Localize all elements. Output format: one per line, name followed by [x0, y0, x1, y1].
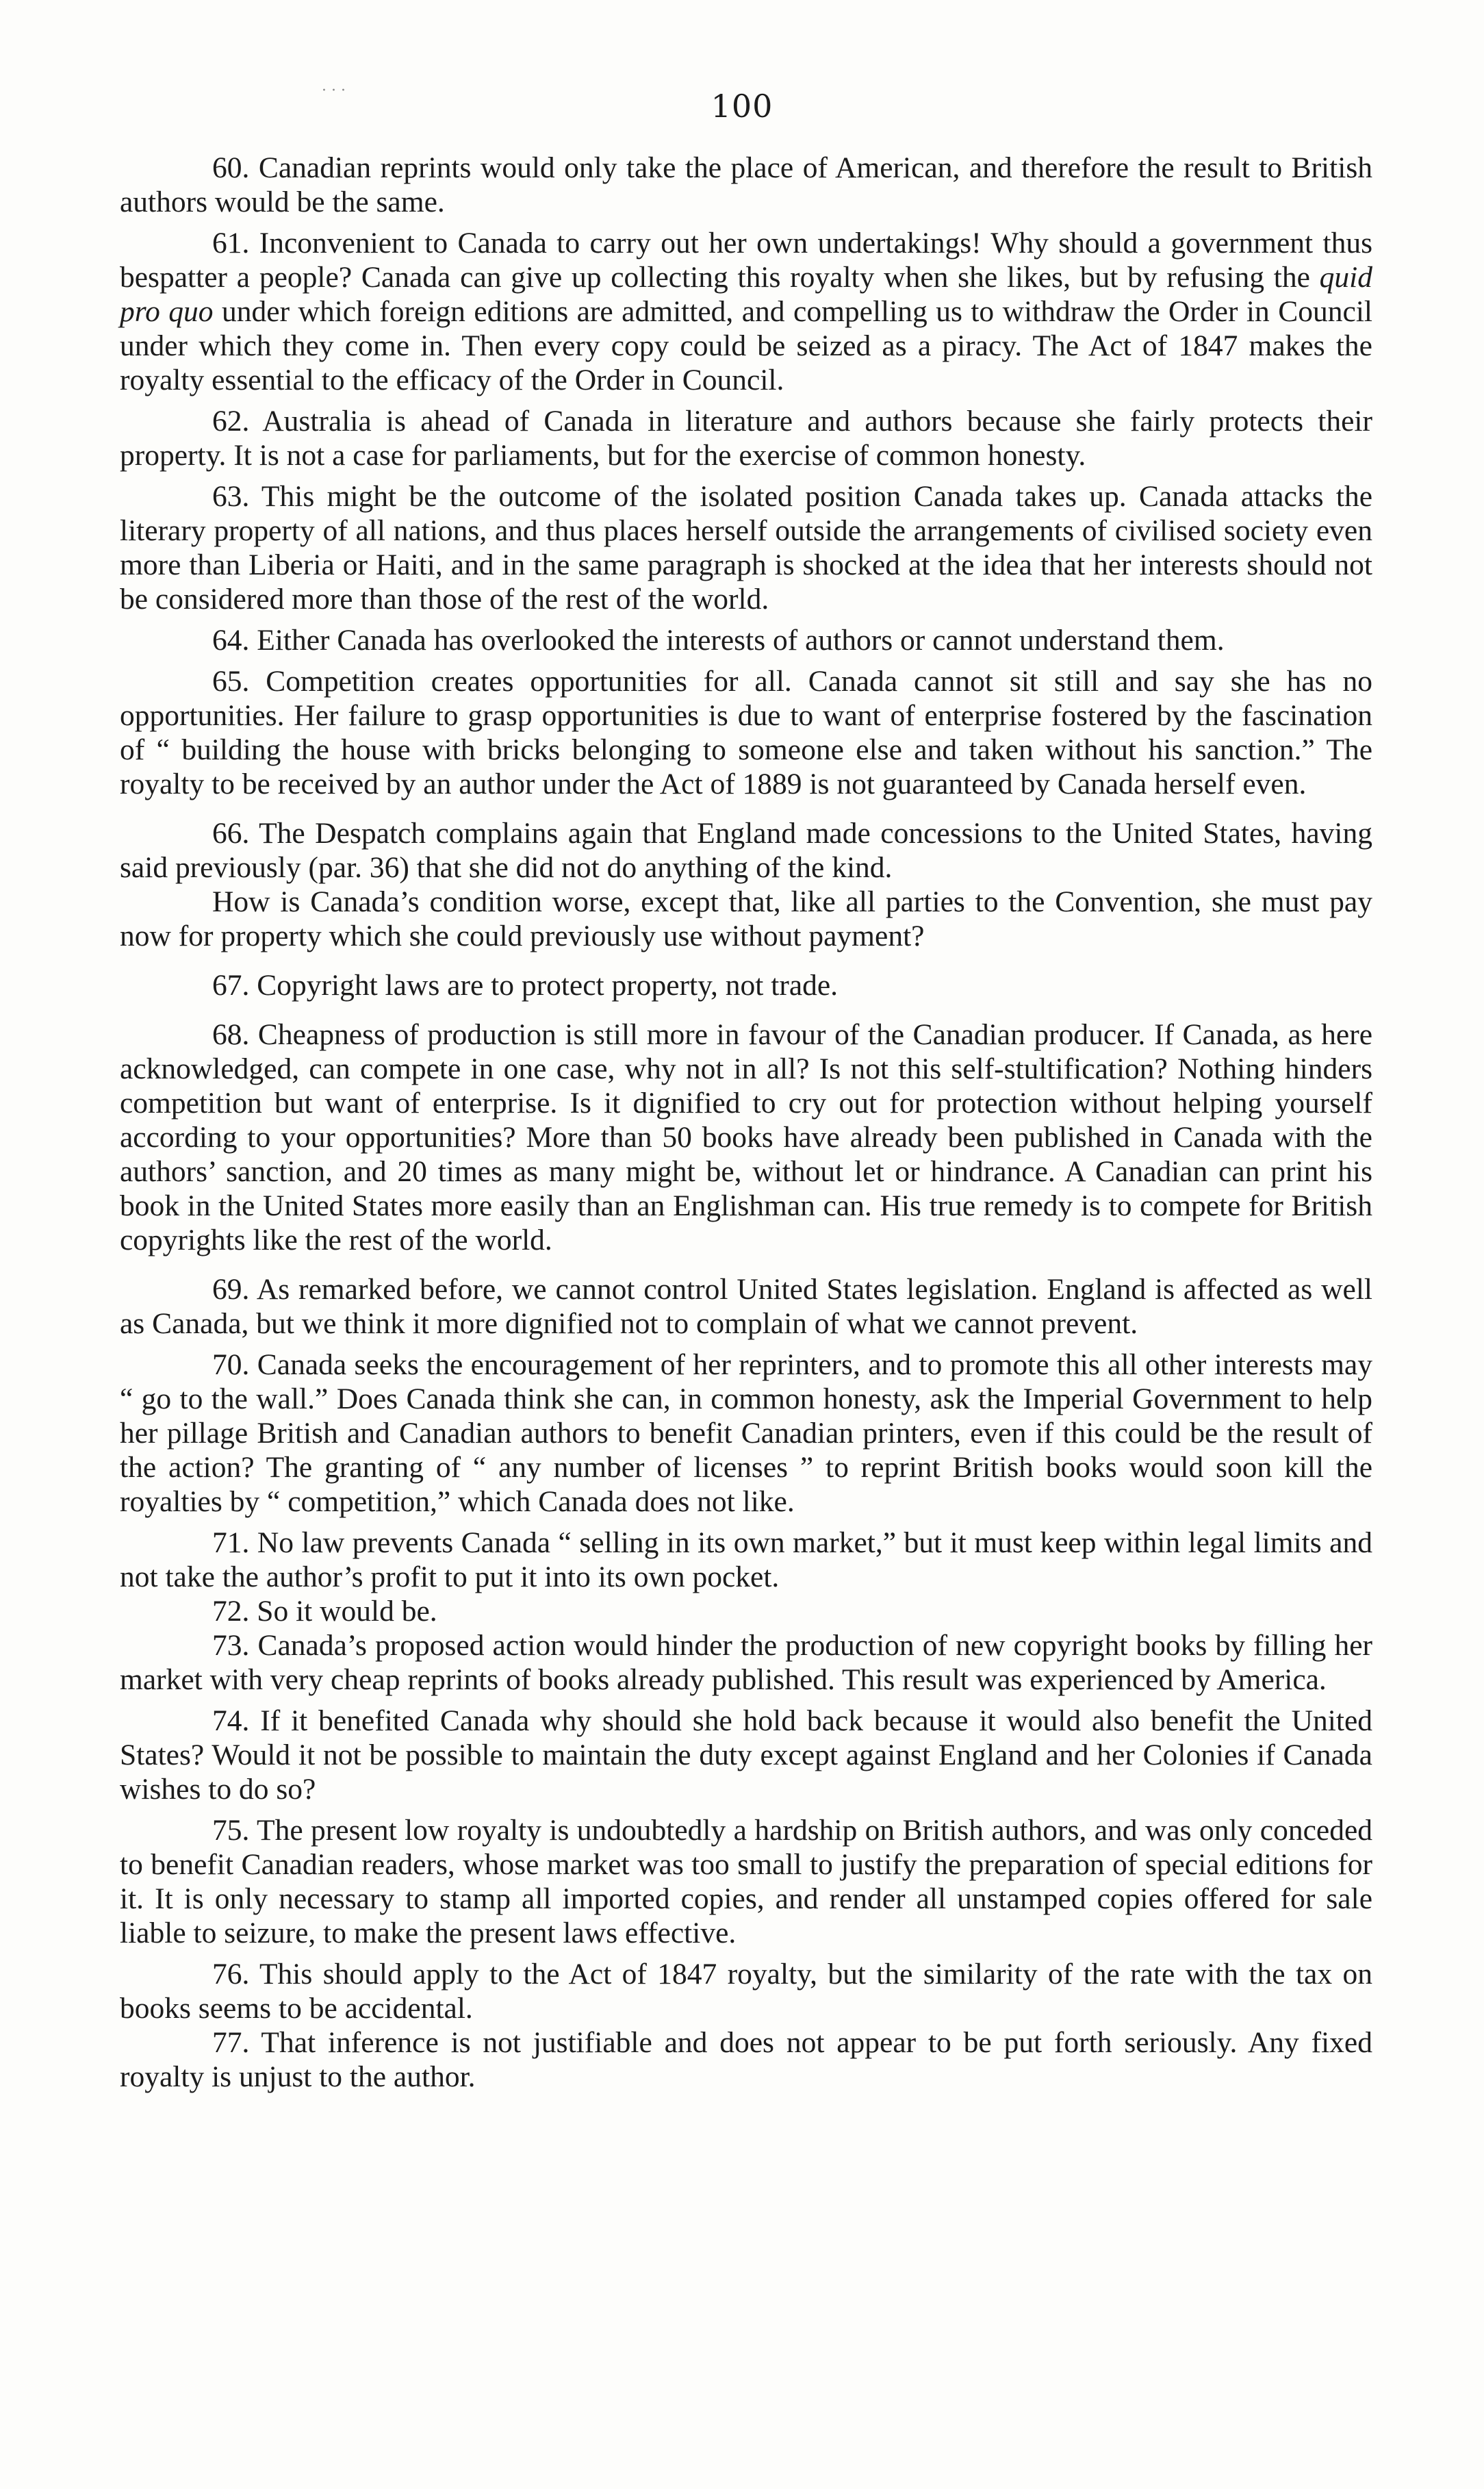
paragraph-76: 76. This should apply to the Act of 1847 royalty, but the similarity of the rate with the tax on books seems to be accidental.	[120, 1958, 1372, 2025]
paragraph-61-part-a: 61. Inconvenient to Canada to carry out her own undertakings! Why should a government thus bespatter a people? Canada can give up collecting this royalty when she likes, but by refusing the	[120, 227, 1372, 294]
latin-phrase: quid pro quo	[120, 261, 1372, 328]
body-text	[120, 151, 1372, 2094]
paragraph-73: 73. Canada’s proposed action would hinder the production of new copyright books by filling her market with very cheap reprints of books already published. This result was experienced by America.	[120, 1629, 1372, 1696]
paragraph-61-part-b: under which foreign editions are admitted, and compelling us to withdraw the Order in Council under which they come in. Then every copy could be seized as a piracy. The Act of 1847 makes the royalty essential to the efficacy of the Order in Council.	[120, 295, 1372, 396]
paragraph-66-continued: How is Canada’s condition worse, except that, like all parties to the Convention, she must pay now for property which she could previously use without payment?	[120, 885, 1372, 952]
paragraph-60: 60. Canadian reprints would only take the place of American, and therefore the result to British authors would be the same.	[120, 151, 1372, 218]
page-number: 100	[711, 88, 773, 125]
paragraph-62: 62. Australia is ahead of Canada in literature and authors because she fairly protects their property. It is not a case for parliaments, but for the exercise of common honesty.	[120, 405, 1372, 472]
paragraph-70: 70. Canada seeks the encouragement of her reprinters, and to promote this all other interests may “ go to the wall.” Does Canada think she can, in common honesty, ask the Imperial Government to help her pillage British and Canadian authors to benefit Canadian printers, even if this could be the result of the action? The granting of “ any number of licenses ” to reprint British books would soon kill the royalties by “ competition,” which Canada does not like.	[120, 1348, 1372, 1518]
print-smudge: · · ·	[322, 82, 346, 99]
paragraph-72: 72. So it would be.	[212, 1595, 437, 1628]
paragraph-77: 77. That inference is not justifiable and does not appear to be put forth seriously. Any fixed royalty is unjust to the author.	[120, 2026, 1372, 2093]
paragraph-61	[120, 226, 1372, 397]
paragraph-74: 74. If it benefited Canada why should she hold back because it would also benefit the United States? Would it not be possible to maintain the duty except against England and her Colonies if Canada wishes to do so?	[120, 1704, 1372, 1806]
paragraph-65: 65. Competition creates opportunities for all. Canada cannot sit still and say she has no opportunities. Her failure to grasp opportunities is due to want of enterprise fostered by the fascination of “ building the house with bricks belonging to someone else and taken without his sanction.” The royalty to be received by an author under the Act of 1889 is not guaranteed by Canada herself even.	[120, 665, 1372, 800]
paragraph-71: 71. No law prevents Canada “ selling in its own market,” but it must keep within legal limits and not take the author’s profit to put it into its own pocket.	[120, 1526, 1372, 1593]
paragraph-63: 63. This might be the outcome of the isolated position Canada takes up. Canada attacks the literary property of all nations, and thus places herself outside the arrangements of civilised society even more than Liberia or Haiti, and in the same paragraph is shocked at the idea that her interests should not be considered more than those of the rest of the world.	[120, 480, 1372, 616]
paragraph-66: 66. The Despatch complains again that England made concessions to the United States, having said previously (par. 36) that she did not do anything of the kind.	[120, 817, 1372, 884]
paragraph-67: 67. Copyright laws are to protect property, not trade.	[212, 969, 839, 1002]
paragraph-64: 64. Either Canada has overlooked the interests of authors or cannot understand them.	[212, 624, 1225, 657]
paragraph-75: 75. The present low royalty is undoubtedly a hardship on British authors, and was only conceded to benefit Canadian readers, whose market was too small to justify the preparation of special editions for it. It is only necessary to stamp all imported copies, and render all unstamped copies offered for sale liable to seizure, to make the present laws effective.	[120, 1814, 1372, 1949]
paragraph-69: 69. As remarked before, we cannot control United States legislation. England is affected as well as Canada, but we think it more dignified not to complain of what we cannot prevent.	[120, 1273, 1372, 1340]
paragraph-68: 68. Cheapness of production is still more in favour of the Canadian producer. If Canada, as here acknowledged, can compete in one case, why not in all? Is not this self-stultification? Nothing hinders competition but want of enterprise. Is it dignified to cry out for protection without helping yourself according to your opportunities? More than 50 books have already been published in Canada with the authors’ sanction, and 20 times as many might be, without let or hindrance. A Canadian can print his book in the United States more easily than an Englishman can. His true remedy is to compete for British copyrights like the rest of the world.	[120, 1018, 1372, 1256]
